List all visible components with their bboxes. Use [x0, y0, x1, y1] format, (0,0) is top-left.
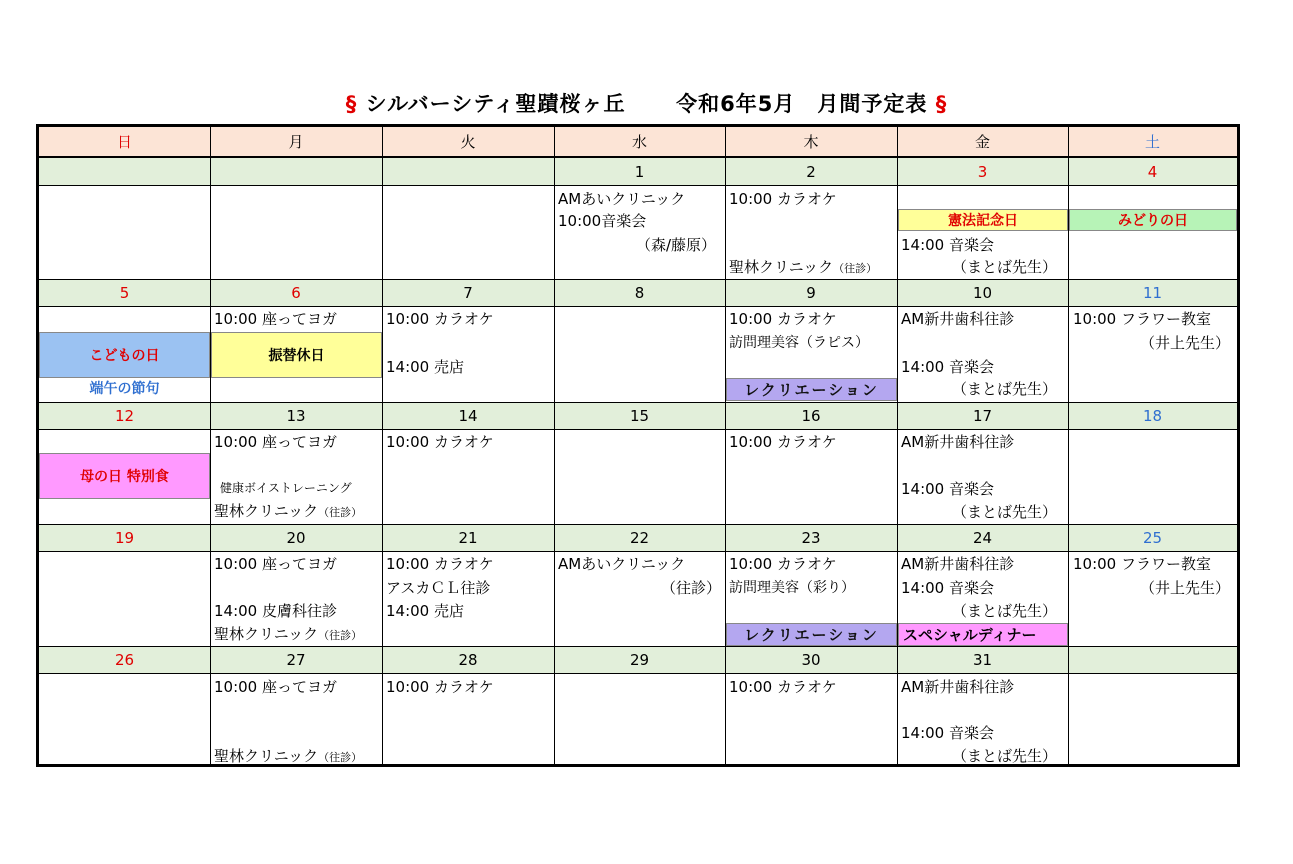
event-text [729, 257, 877, 279]
event-text: （井上先生） [1140, 334, 1231, 352]
event-text [214, 624, 362, 646]
date-row-week5 [39, 646, 1237, 674]
section-mark-right: § [935, 92, 948, 116]
date-cell-saturday: 11 [1142, 284, 1163, 302]
page-title [0, 88, 1293, 118]
weekday-wed: 水 [631, 133, 647, 151]
date-cell: 20 [286, 529, 306, 547]
event-text: 14:00 音楽会 [901, 724, 994, 742]
holiday-band: みどりの日 [1069, 209, 1237, 231]
event-text: 10:00 フラワー教室 [1073, 555, 1211, 573]
column-divider [554, 127, 555, 764]
weekday-sun: 日 [116, 133, 132, 151]
date-cell-holiday: 6 [291, 284, 301, 302]
holiday-band: こどもの日 [39, 332, 210, 378]
event-text: AMあいクリニック [558, 190, 686, 208]
date-cell: 17 [972, 407, 993, 425]
event-text: （往診） [661, 579, 722, 597]
event-text: 10:00 カラオケ [729, 555, 837, 573]
event-text [214, 501, 362, 523]
date-cell: 2 [806, 162, 816, 181]
date-cell: 31 [972, 651, 993, 669]
date-cell: 21 [458, 529, 478, 547]
facility-name: シルバーシティ聖蹟桜ヶ丘 [365, 92, 626, 116]
event-text: 10:00 カラオケ [729, 190, 837, 208]
event-text: 10:00 カラオケ [386, 433, 494, 451]
date-cell-saturday: 18 [1142, 407, 1163, 425]
event-text: 14:00 音楽会 [901, 358, 994, 376]
date-cell: 10 [972, 284, 993, 302]
date-cell-sunday: 5 [119, 284, 130, 302]
event-text: 14:00 皮膚科往診 [214, 602, 337, 620]
event-text: 10:00 カラオケ [729, 310, 837, 328]
date-cell: 16 [801, 407, 821, 425]
event-text: （森/藤原） [636, 236, 717, 254]
recreation-band: レクリエーション [726, 623, 897, 646]
date-cell: 22 [629, 529, 650, 547]
weekday-fri: 金 [974, 133, 990, 151]
column-divider [382, 127, 383, 764]
holiday-band: 憲法記念日 [898, 209, 1068, 231]
event-text: 10:00 カラオケ [729, 678, 837, 696]
event-text: （まとば先生） [952, 747, 1058, 765]
event-text: 10:00 座ってヨガ [214, 310, 337, 328]
date-row-week3 [39, 402, 1237, 430]
event-text: アスカＣＬ往診 [386, 579, 491, 597]
date-cell-sunday: 19 [114, 529, 135, 547]
event-text: 14:00 売店 [386, 358, 464, 376]
date-cell-sunday: 26 [114, 651, 135, 669]
event-text: AM新井歯科往診 [901, 433, 1015, 451]
date-cell: 29 [629, 651, 650, 669]
event-text: 10:00 カラオケ [386, 310, 494, 328]
event-text: 訪問理美容（ラピス） [729, 335, 869, 351]
calendar-grid [36, 124, 1240, 767]
date-cell: 28 [458, 651, 478, 669]
event-text: 10:00音楽会 [558, 212, 647, 230]
column-divider [210, 127, 211, 764]
event-text: （まとば先生） [952, 258, 1058, 276]
date-row-week2 [39, 279, 1237, 307]
weekday-tue: 火 [460, 133, 476, 151]
weekday-sat: 土 [1144, 133, 1160, 151]
event-text: 14:00 音楽会 [901, 480, 994, 498]
event-text: （まとば先生） [952, 503, 1058, 521]
date-cell: 15 [629, 407, 650, 425]
holiday-band: 振替休日 [211, 332, 382, 378]
event-text: AM新井歯科往診 [901, 310, 1015, 328]
event-text-main: 聖林クリニック [729, 258, 834, 276]
weekday-mon: 月 [288, 133, 304, 151]
event-note: （往診） [318, 506, 363, 519]
event-text [214, 746, 362, 768]
date-row-week1 [39, 157, 1237, 186]
recreation-band: レクリエーション [726, 378, 897, 401]
event-text: 10:00 カラオケ [386, 555, 494, 573]
event-text: 10:00 カラオケ [386, 678, 494, 696]
date-cell: 30 [801, 651, 821, 669]
date-cell: 7 [463, 284, 473, 302]
event-text: 訪問理美容（彩り） [729, 580, 855, 596]
event-text: AMあいクリニック [558, 555, 686, 573]
date-cell-sunday: 12 [114, 407, 135, 425]
event-text: 14:00 音楽会 [901, 236, 994, 254]
event-text: 10:00 カラオケ [729, 433, 837, 451]
event-note: （往診） [318, 629, 363, 642]
date-cell: 27 [286, 651, 306, 669]
event-text: 14:00 売店 [386, 602, 464, 620]
schedule-period: 令和6年5月 月間予定表 [676, 92, 928, 116]
date-cell-holiday: 4 [1147, 162, 1158, 181]
date-cell-holiday: 3 [977, 162, 988, 181]
event-text: 10:00 座ってヨガ [214, 678, 337, 696]
date-cell: 14 [458, 407, 478, 425]
event-note: （往診） [318, 751, 363, 764]
date-cell: 8 [634, 284, 645, 302]
column-divider [725, 127, 726, 764]
weekday-thu: 木 [803, 133, 819, 151]
special-dinner-band: スペシャルディナー [898, 623, 1068, 646]
date-cell: 13 [286, 407, 306, 425]
event-text-main: 聖林クリニック [214, 502, 319, 520]
date-cell: 23 [801, 529, 821, 547]
section-mark-left: § [345, 92, 358, 116]
event-text: 10:00 座ってヨガ [214, 555, 337, 573]
event-text-main: 聖林クリニック [214, 747, 319, 765]
special-meal-band: 母の日 特別食 [39, 453, 210, 499]
event-text: 健康ボイストレーニング [220, 481, 352, 495]
event-text: 10:00 フラワー教室 [1073, 310, 1211, 328]
date-cell: 24 [972, 529, 993, 547]
event-text: （井上先生） [1140, 579, 1231, 597]
event-text: 10:00 座ってヨガ [214, 433, 337, 451]
event-text: （まとば先生） [952, 602, 1058, 620]
event-text: AM新井歯科往診 [901, 555, 1015, 573]
event-note: （往診） [833, 262, 878, 275]
event-text: 14:00 音楽会 [901, 579, 994, 597]
event-text: （まとば先生） [952, 380, 1058, 398]
date-row-week4 [39, 524, 1237, 552]
event-text: AM新井歯科往診 [901, 678, 1015, 696]
date-cell: 1 [634, 162, 645, 181]
event-text: 端午の節句 [89, 381, 160, 397]
date-cell-saturday: 25 [1142, 529, 1163, 547]
event-text-main: 聖林クリニック [214, 625, 319, 643]
date-cell: 9 [806, 284, 816, 302]
weekday-header-row [39, 127, 1237, 157]
